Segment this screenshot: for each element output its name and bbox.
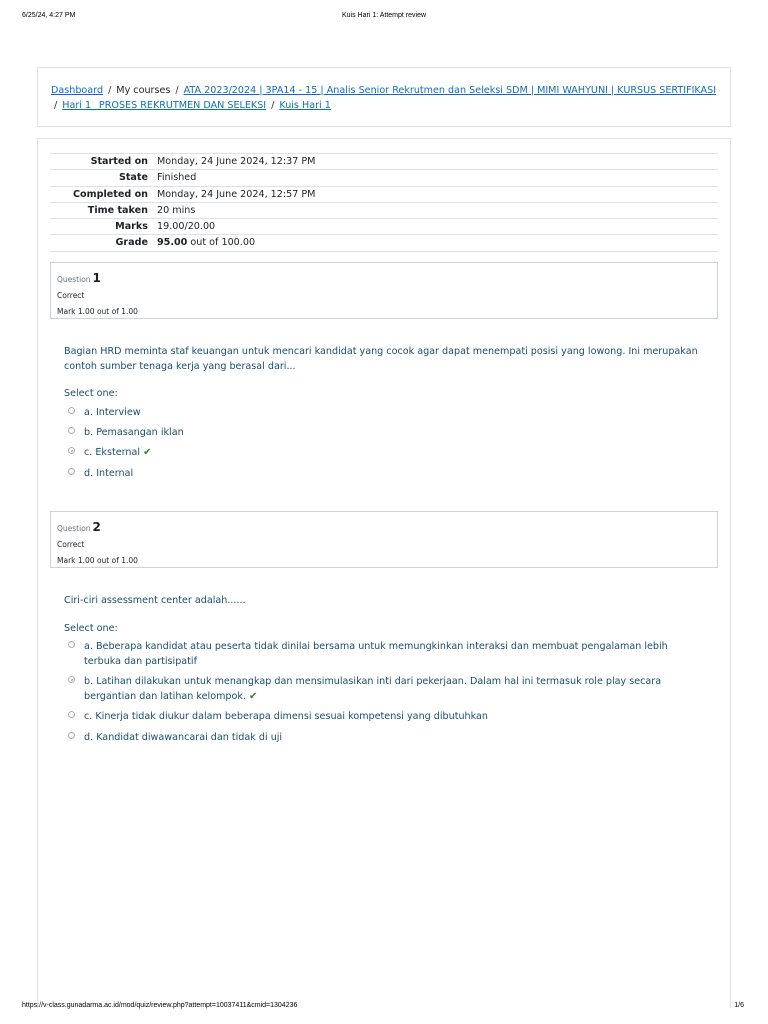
breadcrumb-dashboard-link[interactable]: Dashboard [51,85,104,96]
answer-option[interactable] [68,405,708,425]
correct-check-icon: ✔ [248,691,258,702]
radio-button[interactable] [68,427,75,434]
completed-on-label: Completed on [72,188,148,200]
answer-label: c. Kinerja tidak diukur dalam beberapa dimensi sesuai kompetensi yang dibutuhkan [84,711,488,722]
summary-row-marks [50,219,718,235]
grade-value-cell [153,235,718,251]
question-mark: Mark 1.00 out of 1.00 [57,307,138,316]
breadcrumb-course-link[interactable]: ATA 2023/2024 | 3PA14 - 15 | Analis Senior Rekrutmen dan Seleksi SDM | MIMI WAHYUNI | KURSUS SERTIFIKASI [183,85,717,96]
print-footer [0,1002,768,1012]
question-1-text: Bagian HRD meminta staf keuangan untuk mencari kandidat yang cocok agar dapat menempati posisi yang lowong. Ini merupakan contoh sumber tenaga kerja yang berasal dari... [64,346,698,372]
answer-option[interactable] [68,425,708,445]
print-url: https://v-class.gunadarma.ac.id/mod/quiz/review.php?attempt=10037411&cmid=1304236 [22,1002,298,1009]
marks-label: Marks [115,221,148,233]
radio-button[interactable] [68,468,75,475]
state-value: Finished [157,172,197,184]
summary-row-completed [50,186,718,202]
answer-option[interactable] [68,730,708,750]
answer-label: d. Kandidat diwawancarai dan tidak di uji [84,732,283,743]
started-on-label: Started on [90,156,148,167]
summary-row-state [50,170,718,186]
time-taken-value: 20 mins [157,204,196,216]
question-1-select-one: Select one: [64,388,118,399]
marks-value: 19.00/20.00 [157,221,216,233]
radio-button[interactable] [68,732,75,739]
answer-option[interactable] [68,709,708,730]
time-taken-label: Time taken [87,204,148,216]
breadcrumb-separator: / [271,100,275,111]
answer-label: a. Interview [84,407,141,418]
breadcrumb-separator: / [54,100,58,111]
summary-row-time [50,202,718,218]
answer-option[interactable] [68,466,708,486]
question-1-answers [68,405,708,486]
answer-label: d. Internal [84,468,134,479]
correct-check-icon: ✔ [143,447,152,458]
radio-button[interactable] [68,711,75,718]
answer-option[interactable] [68,445,708,466]
started-on-value: Monday, 24 June 2024, 12:37 PM [157,156,316,167]
summary-row-started [50,154,718,170]
breadcrumb [37,67,731,127]
question-2-info [50,511,718,568]
grade-suffix: out of 100.00 [190,237,256,249]
answer-label: b. Pemasangan iklan [84,427,184,438]
question-mark: Mark 1.00 out of 1.00 [57,556,138,565]
answer-label: c. Eksternal [84,447,141,458]
grade-value: 95.00 [157,237,188,249]
breadcrumb-separator: / [108,85,112,96]
print-header [0,12,768,22]
question-state: Correct [57,291,85,300]
question-label: Question [57,524,91,533]
breadcrumb-quiz-link[interactable]: Kuis Hari 1 [279,100,331,111]
radio-button-selected[interactable] [68,676,75,683]
summary-row-grade [50,235,718,251]
state-label: State [118,172,148,184]
grade-label: Grade [115,237,148,249]
radio-button[interactable] [68,407,75,414]
radio-button-selected[interactable] [68,447,75,454]
question-1-info [50,262,718,319]
answer-option[interactable] [68,674,708,709]
question-2-answers [68,639,708,750]
answer-option[interactable] [68,639,708,674]
completed-on-value: Monday, 24 June 2024, 12:57 PM [157,188,316,200]
question-label: Question [57,275,91,284]
answer-label: b. Latihan dilakukan untuk menangkap dan mensimulasikan inti dari pekerjaan. Dalam hal ini termasuk role play secara bergantian dan latihan kelompok. [84,676,662,702]
print-page-number: 1/6 [734,1002,744,1009]
attempt-summary-table [50,153,718,252]
print-datetime: 6/25/24, 4:27 PM [22,12,76,19]
question-number: 1 [92,271,101,285]
breadcrumb-section-link[interactable]: Hari 1_ PROSES REKRUTMEN DAN SELEKSI [62,100,267,111]
question-state: Correct [57,540,85,549]
question-2-text: Ciri-ciri assessment center adalah...... [64,595,246,606]
question-2-select-one: Select one: [64,623,118,634]
breadcrumb-my-courses: My courses [116,85,171,96]
question-number: 2 [92,520,101,534]
print-title: Kuis Hari 1: Attempt review [341,12,427,19]
radio-button[interactable] [68,641,75,648]
answer-label: a. Beberapa kandidat atau peserta tidak dinilai bersama untuk memungkinkan interaksi dan membuat pengalaman lebih terbuka dan partisipatif [84,641,668,667]
breadcrumb-separator: / [175,85,179,96]
